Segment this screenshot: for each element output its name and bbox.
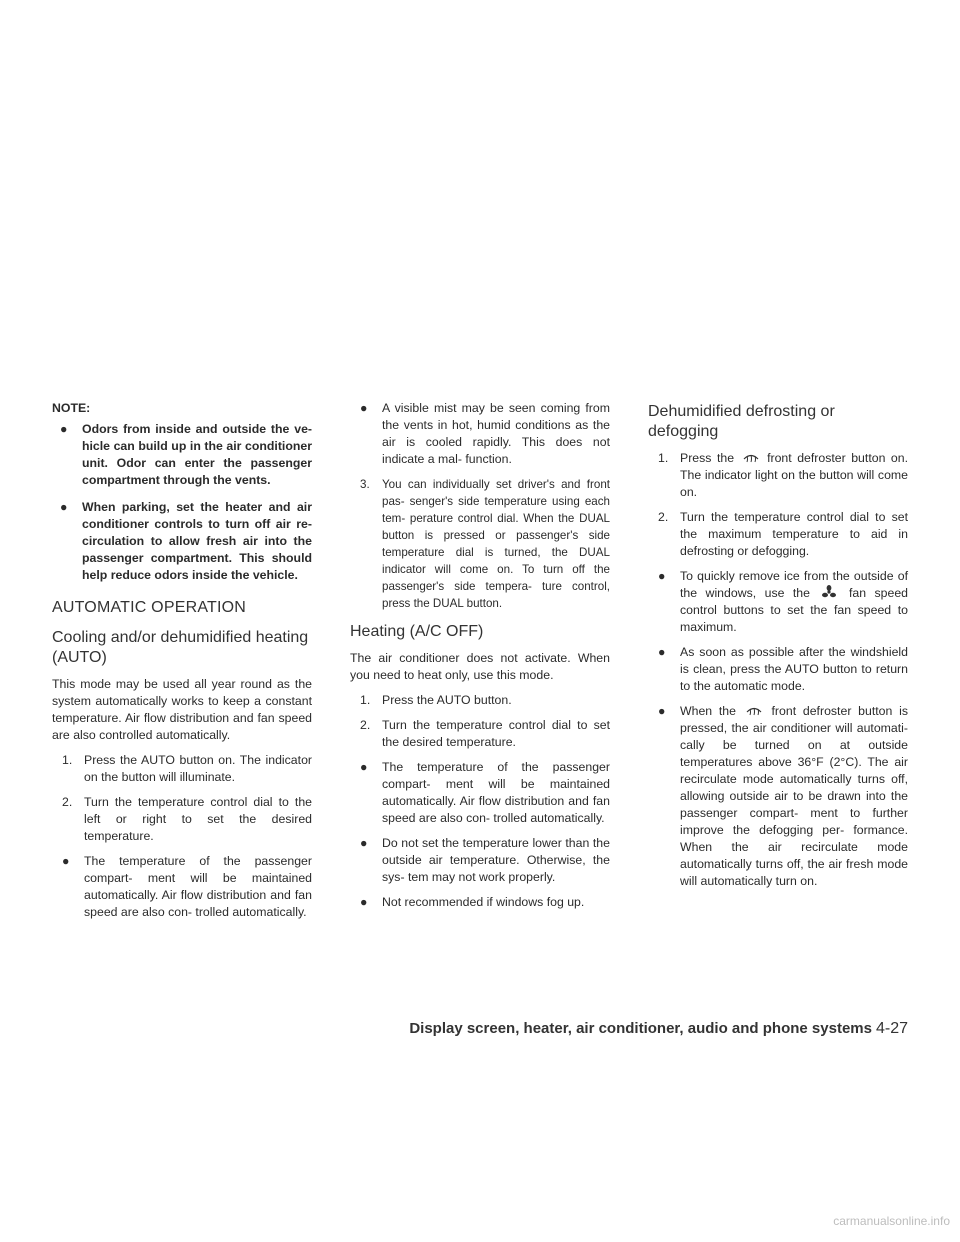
bullet: ●	[60, 500, 68, 514]
defroster-icon	[745, 703, 763, 717]
heading-defrost: Dehumidified defrosting or defogging	[648, 403, 835, 440]
heating-bullet-3: ● Not recommended if windows fog up.	[360, 895, 585, 909]
auto-step-2: 2. Turn the temperature control dial to the left or right to set the desired temperature.	[62, 795, 312, 843]
footer-section-title: Display screen, heater, air conditioner, audio and phone systems	[409, 1020, 872, 1037]
subheading-auto: Cooling and/or dehumidified heating (AUTO)	[52, 629, 309, 666]
heating-intro: The air conditioner does not activate. When you need to heat only, use this mode.	[350, 651, 610, 682]
heading-heating: Heating (A/C OFF)	[350, 623, 484, 640]
defroster-icon	[742, 450, 760, 464]
auto-intro: This mode may be used all year round as the system automatically works to keep a constant temperature. Air flow distribution and fan speed are also controlled automatically.	[52, 677, 312, 742]
auto-step-1: 1. Press the AUTO button on. The indicator on the button will illuminate.	[62, 753, 312, 784]
defrost-bullet-1: ● To quickly remove ice from the outside of the windows, use the fan speed control buttons to set the fan speed to maximum.	[658, 569, 909, 634]
heating-bullet-1: ● The temperature of the passenger compart- ment will be maintained automatically. Air flow distribution and fan speed are also con- trolled automatically.	[360, 760, 610, 825]
column-2	[350, 400, 610, 919]
defrost-step-2: 2. Turn the temperature control dial to set the maximum temperature to aid in defrosting or defogging.	[658, 510, 908, 558]
auto-bullet-2: ● A visible mist may be seen coming from the vents in hot, humid conditions as the air is cooled rapidly. This does not indicate a mal- function.	[360, 401, 610, 466]
defrost-step-1: 1. Press the front defroster button on. The indicator light on the button will come on.	[658, 451, 909, 499]
defrost-bullet-3: ● When the front defroster button is pressed, the air conditioner will automati- cally be turned on at outside temperatures above 36°F (2°C). The air recirculate mode automatically turns off, allowing outside air to be drawn into the passenger compart- ment to further improve the defogging per- formance. When the air recirculate mode automatically turns off, the air fresh mode will automatically turn on.	[658, 704, 908, 888]
heading-automatic-operation: AUTOMATIC OPERATION	[52, 599, 247, 616]
note-item-1: ● Odors from inside and outside the ve- hicle can build up in the air conditioner unit. Odor can enter the passenger compartment through the vents.	[60, 422, 312, 487]
heating-bullet-2: ● Do not set the temperature lower than the outside air temperature. Otherwise, the sys- tem may not work properly.	[360, 836, 610, 884]
fan-icon	[820, 585, 838, 599]
page-number: 4-27	[875, 1020, 908, 1037]
note-item-2: ● When parking, set the heater and air conditioner controls to turn off air re- circulation to allow fresh air into the passenger compartment. This should help reduce odors inside the vehicle.	[60, 500, 312, 582]
auto-bullet-1: ● The temperature of the passenger compart- ment will be maintained automatically. Air flow distribution and fan speed are also con- trolled automatically.	[62, 854, 312, 919]
heating-step-1: 1. Press the AUTO button.	[360, 693, 512, 707]
page-footer	[409, 1020, 908, 1038]
column-1	[52, 400, 312, 929]
watermark: carmanualsonline.info	[833, 1214, 950, 1228]
note-label: NOTE:	[52, 401, 91, 415]
column-3	[648, 400, 908, 898]
defrost-bullet-2: ● As soon as possible after the windshield is clean, press the AUTO button to return to the automatic mode.	[658, 645, 908, 693]
heating-step-2: 2. Turn the temperature control dial to set the desired temperature.	[360, 718, 610, 749]
bullet: ●	[60, 422, 68, 436]
auto-step-3: 3. You can individually set driver's and front pas- senger's side temperature using each tem- perature control dial. When the DUAL button is pressed or passenger's side temperature dial is turned, the DUAL indicator will come on. To turn off the passenger's side tempera- ture control, press the DUAL button.	[360, 478, 610, 610]
